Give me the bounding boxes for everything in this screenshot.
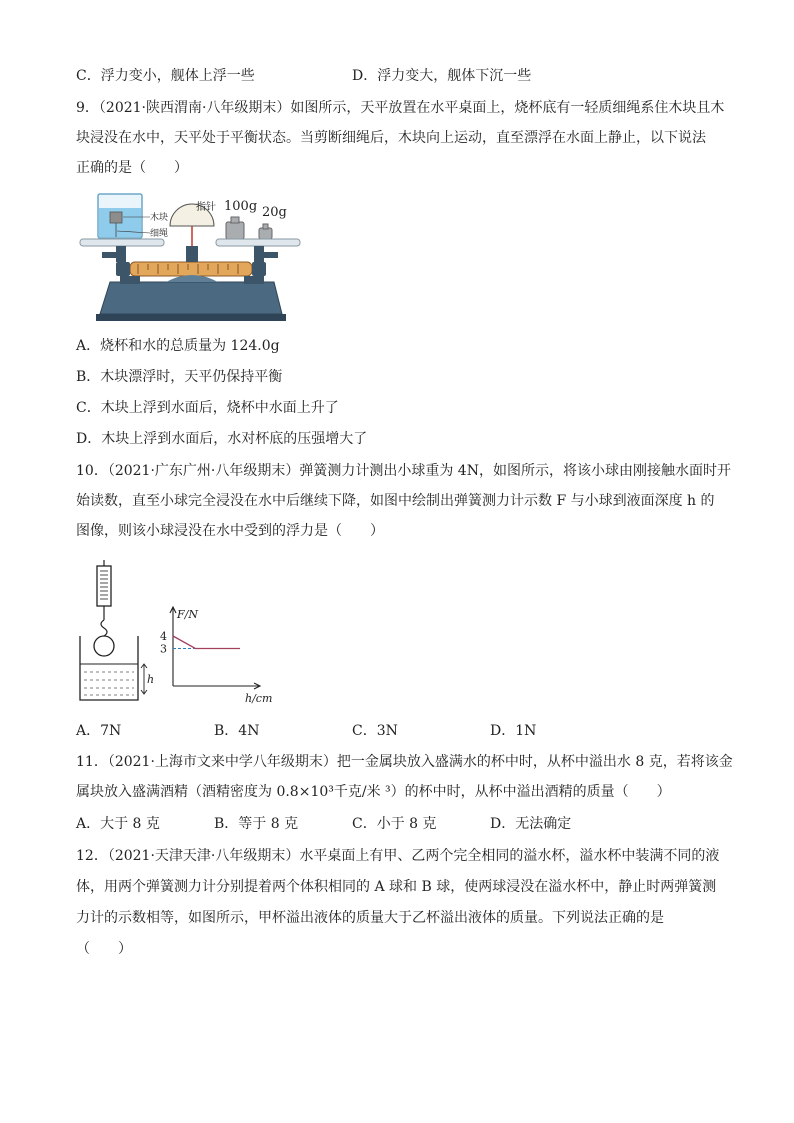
depth-label: h xyxy=(147,673,155,686)
q10-option-b: B．4N xyxy=(214,723,260,739)
q11-stem-line1: 11．（2021·上海市文来中学八年级期末）把一金属块放入盛满水的杯中时，从杯中溢出水 8 克，若将该金 xyxy=(76,754,733,770)
label-wood-block: 木块 xyxy=(150,213,169,223)
balance-base xyxy=(100,282,282,314)
weight-20g xyxy=(259,228,272,239)
q11-option-b: B．等于 8 克 xyxy=(214,816,299,832)
balance-figure xyxy=(76,186,308,328)
q9-option-b: B．木块漂浮时，天平仍保持平衡 xyxy=(76,369,283,385)
q12-stem-line4: （ ） xyxy=(76,941,132,957)
left-pan xyxy=(80,239,164,246)
q9-stem-line3: 正确的是（ ） xyxy=(76,160,188,176)
spring-scale-figure xyxy=(76,560,166,708)
y-tick-3: 3 xyxy=(160,642,167,656)
q10-stem-line2: 始读数，直至小球完全浸没在水中后继续下降，如图中绘制出弹簧测力计示数 F 与小球到液面深度 h 的 xyxy=(76,493,715,509)
q8-option-c: C．浮力变小，舰体上浮一些 xyxy=(76,68,255,84)
spring-scale xyxy=(97,566,111,606)
weight-20g-label: 20g xyxy=(262,205,287,220)
q10-option-c: C．3N xyxy=(352,723,398,739)
label-pointer: 指针 xyxy=(196,202,216,213)
q11-option-d: D．无法确定 xyxy=(490,816,572,832)
q10-stem-line1: 10．（2021·广东广州·八年级期末）弹簧测力计测出小球重为 4N，如图所示，将该小球由刚接触水面时开 xyxy=(76,463,731,479)
q10-stem-line3: 图像，则该小球浸没在水中受到的浮力是（ ） xyxy=(76,523,384,539)
x-axis-label: h/cm xyxy=(245,692,273,704)
force-depth-chart xyxy=(156,604,280,704)
q11-option-a: A．大于 8 克 xyxy=(76,816,160,832)
q10-option-d: D．1N xyxy=(490,723,537,739)
q9-option-c: C．木块上浮到水面后，烧杯中水面上升了 xyxy=(76,400,339,416)
y-axis-label: F/N xyxy=(177,608,198,621)
weight-100g xyxy=(226,222,244,239)
q11-option-c: C．小于 8 克 xyxy=(352,816,437,832)
y-tick-4: 4 xyxy=(160,630,167,643)
right-pan xyxy=(216,239,300,246)
q9-option-d: D．木块上浮到水面后，水对杯底的压强增大了 xyxy=(76,431,368,447)
ball xyxy=(94,636,114,656)
q9-stem-line1: 9．（2021·陕西渭南·八年级期末）如图所示，天平放置在水平桌面上，烧杯底有一轻质细绳系住木块且木 xyxy=(76,100,725,116)
q8-option-d: D．浮力变大，舰体下沉一些 xyxy=(352,68,532,84)
wood-block xyxy=(110,212,122,223)
label-thread: 细绳 xyxy=(150,229,169,239)
force-series-line xyxy=(173,636,240,649)
weight-100g-label: 100g xyxy=(224,199,258,214)
q9-stem-line2: 块浸没在水中，天平处于平衡状态。当剪断细绳后，木块向上运动，直至漂浮在水面上静止，以下说法 xyxy=(76,130,706,146)
q10-option-a: A．7N xyxy=(76,723,122,739)
q12-stem-line3: 力计的示数相等，如图所示，甲杯溢出液体的质量大于乙杯溢出液体的质量。下列说法正确的是 xyxy=(76,910,664,926)
q12-stem-line2: 体，用两个弹簧测力计分别提着两个体积相同的 A 球和 B 球，使两球浸没在溢水杯中，静止时两弹簧测 xyxy=(76,879,717,895)
q9-option-a: A．烧杯和水的总质量为 124.0g xyxy=(76,338,280,354)
q11-stem-line2: 属块放入盛满酒精（酒精密度为 0.8×10³千克/米 ³）的杯中时，从杯中溢出酒精的质量（ ） xyxy=(76,784,671,800)
q12-stem-line1: 12．（2021·天津天津·八年级期末）水平桌面上有甲、乙两个完全相同的溢水杯，溢水杯中装满不同的液 xyxy=(76,848,720,864)
